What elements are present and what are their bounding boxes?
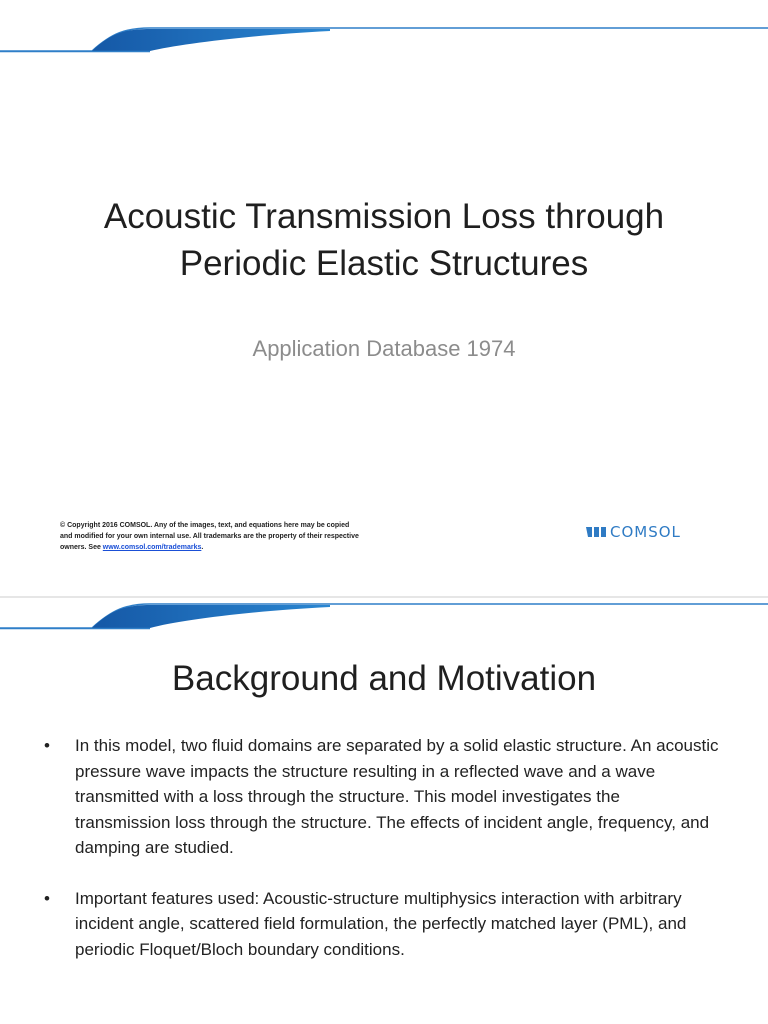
top-banner [0,0,768,60]
bullet-marker: • [44,736,50,755]
title-line-1: Acoustic Transmission Loss through [103,197,665,236]
bullet-text: Important features used: Acoustic-structure multiphysics interaction with arbitrary incident angle, scattered field formulation, the perfectly matched layer (PML), and periodic Floquet/Bloch boundary conditions. [75,888,687,959]
list-item [40,733,720,861]
comsol-logo-icon [586,525,606,539]
slide-heading: Background and Motivation [171,659,597,698]
banner-swoosh [0,0,768,60]
comsol-logo-text: COMSOL [610,523,681,541]
copyright-notice [60,520,360,553]
copyright-text: © Copyright 2016 COMSOL. Any of the images, text, and equations here may be copied and modified for your own internal use. All trademarks are the property of their respective owners. See [60,522,359,551]
slide-title [30,193,738,287]
bullet-text: In this model, two fluid domains are separated by a solid elastic structure. An acoustic pressure wave impacts the structure resulting in a reflected wave and a wave transmitted with a loss through the structure. This model investigates the transmission loss through the structure. The effects of incident angle, frequency, and damping are studied. [75,736,719,857]
title-line-2: Periodic Elastic Structures [179,244,589,283]
trademarks-link[interactable]: www.comsol.com/trademarks [102,544,202,551]
bullet-marker: • [44,888,50,908]
top-banner-2 [0,598,768,658]
content-slide [0,598,768,1024]
banner-swoosh-2 [0,598,768,658]
slide-subtitle: Application Database 1974 [252,336,516,361]
bullet-list [40,733,720,962]
list-item [40,886,720,963]
comsol-logo [586,522,681,542]
copyright-end: . [201,544,204,551]
